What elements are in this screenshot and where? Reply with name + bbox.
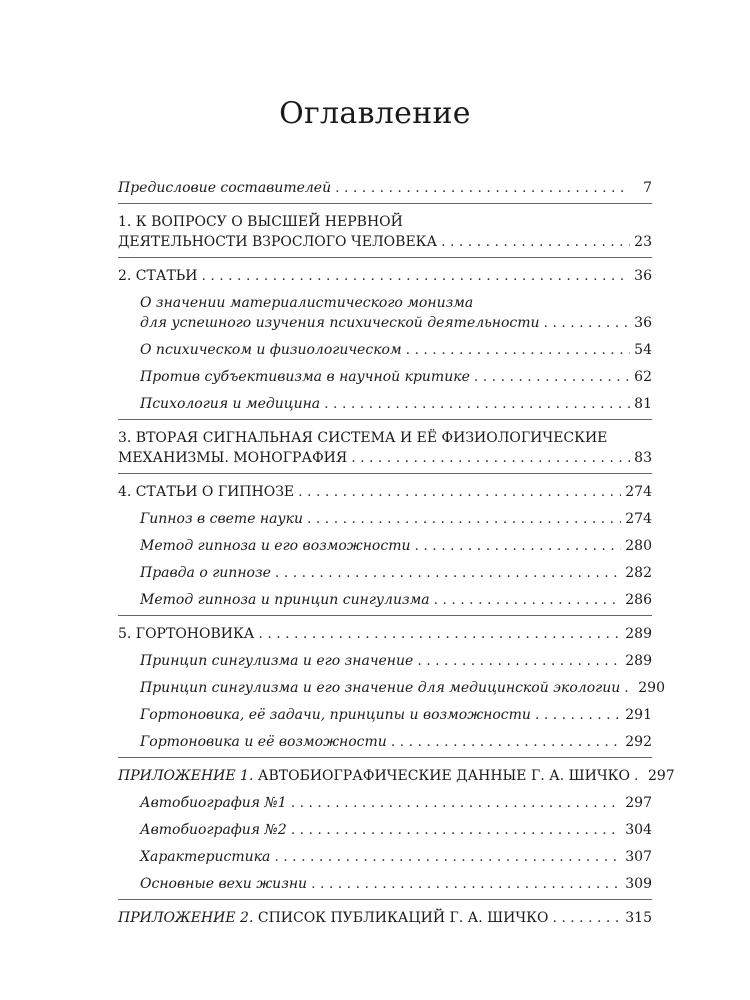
entry-title: Гортоновика, её задачи, принципы и возможности bbox=[140, 707, 531, 723]
toc-subentry[interactable] bbox=[118, 563, 652, 583]
entry-title: 2. СТАТЬИ bbox=[118, 268, 198, 284]
entry-title: Характеристика bbox=[140, 849, 271, 865]
dot-leader bbox=[415, 536, 622, 556]
entry-title: Предисловие составителей bbox=[118, 180, 332, 196]
dot-leader bbox=[324, 394, 630, 414]
entry-title: ПРИЛОЖЕНИЕ 2. СПИСОК ПУБЛИКАЦИЙ Г. А. ШИЧКО bbox=[118, 910, 549, 926]
toc-entry[interactable] bbox=[118, 766, 675, 786]
page-number: 36 bbox=[634, 268, 652, 284]
dot-leader bbox=[291, 820, 622, 840]
entry-title: Принцип сингулизма и его значение bbox=[140, 653, 414, 669]
page-number: 36 bbox=[634, 315, 652, 331]
page-number: 62 bbox=[634, 369, 652, 385]
page-number: 309 bbox=[625, 876, 652, 892]
page-number: 291 bbox=[625, 707, 652, 723]
section-divider bbox=[118, 419, 652, 420]
entry-title: Против субъективизма в научной критике bbox=[140, 369, 470, 385]
entry-title: 5. ГОРТОНОВИКА bbox=[118, 626, 255, 642]
toc-subentry[interactable] bbox=[118, 340, 652, 360]
dot-leader bbox=[298, 482, 621, 502]
page-number: 23 bbox=[634, 234, 652, 250]
page-number: 274 bbox=[625, 484, 652, 500]
entry-title: для успешного изучения психической деятельности bbox=[140, 315, 540, 331]
dot-leader bbox=[474, 367, 630, 387]
page-number: 274 bbox=[625, 511, 652, 527]
section-divider bbox=[118, 203, 652, 204]
section-divider bbox=[118, 899, 652, 900]
toc-subentry[interactable] bbox=[118, 820, 652, 840]
section-divider bbox=[118, 615, 652, 616]
dot-leader bbox=[258, 624, 621, 644]
dot-leader bbox=[351, 448, 630, 468]
dot-leader bbox=[417, 651, 621, 671]
dot-leader bbox=[291, 793, 622, 813]
page-number: 282 bbox=[625, 565, 652, 581]
page-number: 292 bbox=[625, 734, 652, 750]
page-number: 297 bbox=[647, 768, 675, 784]
dot-leader bbox=[624, 678, 634, 698]
toc-subentry[interactable] bbox=[118, 590, 652, 610]
dot-leader bbox=[552, 908, 621, 928]
entry-title: Принцип сингулизма и его значение для медицинской экологии bbox=[140, 680, 621, 696]
page-number: 297 bbox=[625, 795, 652, 811]
dot-leader bbox=[441, 232, 630, 252]
entry-title: ПРИЛОЖЕНИЕ 1. АВТОБИОГРАФИЧЕСКИЕ ДАННЫЕ Г. А. ШИЧКО bbox=[118, 768, 630, 784]
dot-leader bbox=[275, 563, 621, 583]
dot-leader bbox=[311, 874, 621, 894]
toc-subentry[interactable] bbox=[118, 651, 652, 671]
toc-subentry[interactable] bbox=[118, 793, 652, 813]
dot-leader bbox=[535, 705, 621, 725]
section-divider bbox=[118, 757, 652, 758]
entry-title: О психическом и физиологическом bbox=[140, 342, 402, 358]
dot-leader bbox=[201, 266, 630, 286]
toc-subentry[interactable] bbox=[118, 394, 652, 414]
entry-title: Метод гипноза и принцип сингулизма bbox=[140, 592, 430, 608]
entry-title: Автобиография №2 bbox=[140, 822, 287, 838]
toc-entry[interactable] bbox=[118, 212, 652, 252]
entry-title-line: О значении материалистического монизма bbox=[140, 295, 474, 311]
section-divider bbox=[118, 257, 652, 258]
page-number: 81 bbox=[634, 396, 652, 412]
toc-subentry[interactable] bbox=[118, 874, 652, 894]
entry-title: Гортоновика и её возможности bbox=[140, 734, 387, 750]
page-number: 315 bbox=[625, 910, 652, 926]
entry-title: Метод гипноза и его возможности bbox=[140, 538, 411, 554]
page-number: 304 bbox=[625, 822, 652, 838]
toc-subentry[interactable] bbox=[118, 847, 652, 867]
entry-title: Автобиография №1 bbox=[140, 795, 287, 811]
page-number: 83 bbox=[634, 450, 652, 466]
section-divider bbox=[118, 473, 652, 474]
page-number: 286 bbox=[625, 592, 652, 608]
toc-subentry[interactable] bbox=[118, 705, 652, 725]
page-title: Оглавление bbox=[279, 96, 471, 131]
dot-leader bbox=[307, 509, 621, 529]
dot-leader bbox=[634, 766, 644, 786]
dot-leader bbox=[335, 178, 630, 198]
toc-entry[interactable] bbox=[118, 428, 652, 468]
page-number: 7 bbox=[643, 180, 652, 196]
entry-title: Гипноз в свете науки bbox=[140, 511, 303, 527]
entry-title: ДЕЯТЕЛЬНОСТИ ВЗРОСЛОГО ЧЕЛОВЕКА bbox=[118, 234, 438, 250]
dot-leader bbox=[274, 847, 621, 867]
toc-entry[interactable] bbox=[118, 908, 652, 928]
entry-title: 4. СТАТЬИ О ГИПНОЗЕ bbox=[118, 484, 295, 500]
dot-leader bbox=[391, 732, 621, 752]
page-number: 307 bbox=[625, 849, 652, 865]
entry-title: Основные вехи жизни bbox=[140, 876, 308, 892]
toc-entry[interactable] bbox=[118, 178, 652, 198]
table-of-contents bbox=[118, 178, 675, 928]
entry-title: МЕХАНИЗМЫ. МОНОГРАФИЯ bbox=[118, 450, 348, 466]
page-number: 289 bbox=[625, 653, 652, 669]
toc-entry[interactable] bbox=[118, 482, 652, 502]
entry-title: Психология и медицина bbox=[140, 396, 321, 412]
page-number: 280 bbox=[625, 538, 652, 554]
entry-title: Правда о гипнозе bbox=[140, 565, 271, 581]
dot-leader bbox=[434, 590, 622, 610]
toc-subentry[interactable] bbox=[118, 509, 652, 529]
toc-entry[interactable] bbox=[118, 266, 652, 286]
dot-leader bbox=[544, 313, 630, 333]
toc-subentry[interactable] bbox=[118, 536, 652, 556]
toc-entry[interactable] bbox=[118, 624, 652, 644]
entry-title-line: 3. ВТОРАЯ СИГНАЛЬНАЯ СИСТЕМА И ЕЁ ФИЗИОЛОГИЧЕСКИЕ bbox=[118, 430, 608, 446]
toc-subentry[interactable] bbox=[118, 293, 652, 333]
dot-leader bbox=[406, 340, 630, 360]
page-number: 290 bbox=[638, 680, 665, 696]
toc-subentry[interactable] bbox=[118, 732, 652, 752]
page-number: 289 bbox=[625, 626, 652, 642]
entry-title-line: 1. К ВОПРОСУ О ВЫСШЕЙ НЕРВНОЙ bbox=[118, 214, 403, 230]
toc-subentry[interactable] bbox=[118, 367, 652, 387]
toc-subentry[interactable] bbox=[118, 678, 665, 698]
page-number: 54 bbox=[634, 342, 652, 358]
